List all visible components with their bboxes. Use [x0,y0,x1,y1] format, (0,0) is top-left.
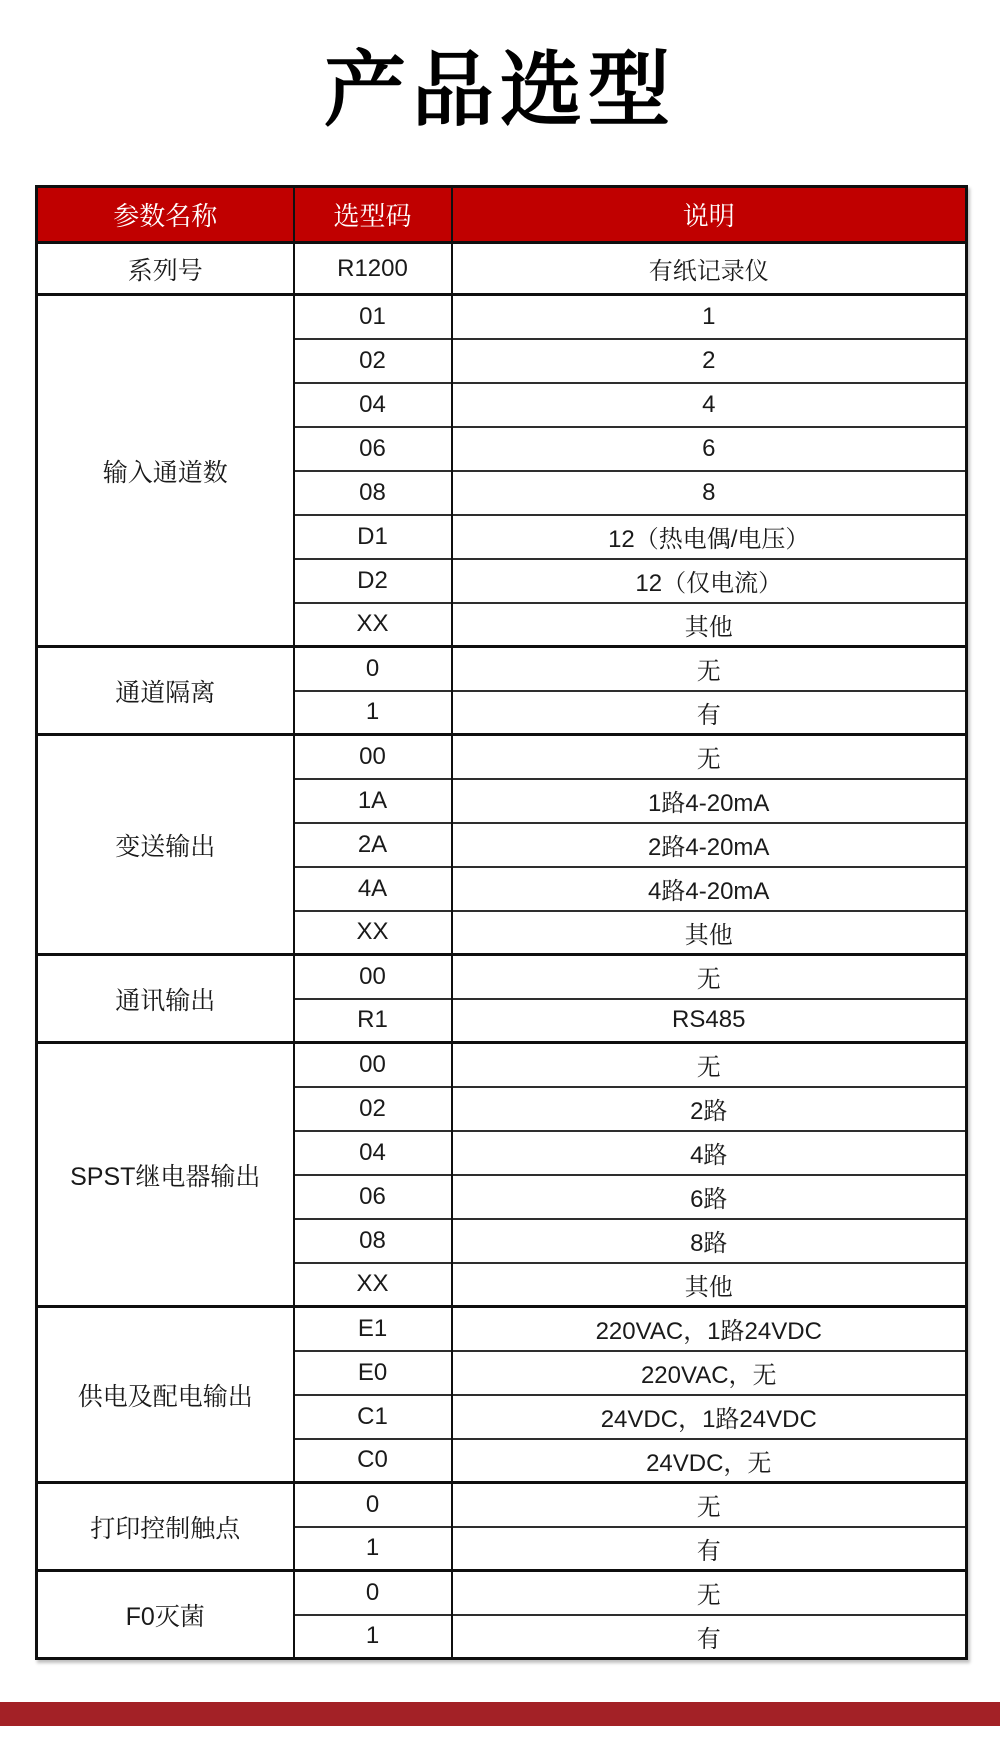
table-row [37,1307,967,1351]
code-cell: XX [294,603,452,647]
code-cell: 1 [294,1527,452,1571]
table-row [37,647,967,691]
description-cell: 无 [452,1483,967,1527]
code-cell: 0 [294,1571,452,1615]
code-cell: 04 [294,1131,452,1175]
table-row [37,295,967,339]
code-cell: 01 [294,295,452,339]
description-cell: 4 [452,383,967,427]
description-cell: 有 [452,1527,967,1571]
param-name-cell: 系列号 [37,243,294,295]
description-cell: 1路4-20mA [452,779,967,823]
code-cell: 06 [294,427,452,471]
code-cell: XX [294,911,452,955]
description-cell: 有纸记录仪 [452,243,967,295]
code-cell: XX [294,1263,452,1307]
description-cell: 12（仅电流） [452,559,967,603]
description-cell: 有 [452,691,967,735]
table-row [37,243,967,295]
description-cell: 2路 [452,1087,967,1131]
code-cell: 06 [294,1175,452,1219]
table-row [37,1571,967,1615]
description-cell: 2路4-20mA [452,823,967,867]
page-title: 产品选型 [323,45,676,136]
description-cell: 4路4-20mA [452,867,967,911]
description-cell: 220VAC，无 [452,1351,967,1395]
code-cell: E1 [294,1307,452,1351]
code-cell: 02 [294,1087,452,1131]
description-header: 说明 [452,187,967,243]
code-cell: 08 [294,1219,452,1263]
description-cell: 无 [452,1043,967,1087]
code-cell: D2 [294,559,452,603]
description-cell: 无 [452,1571,967,1615]
description-cell: 8路 [452,1219,967,1263]
code-cell: C0 [294,1439,452,1483]
description-cell: 其他 [452,1263,967,1307]
description-cell: 无 [452,955,967,999]
code-cell: 1 [294,691,452,735]
param-name-header: 参数名称 [37,187,294,243]
code-cell: E0 [294,1351,452,1395]
table-body [37,243,967,1659]
param-name-cell: SPST继电器输出 [37,1043,294,1307]
description-cell: 6路 [452,1175,967,1219]
description-cell: 1 [452,295,967,339]
description-cell: 6 [452,427,967,471]
param-name-cell: 通讯输出 [37,955,294,1043]
code-cell: 00 [294,955,452,999]
code-cell: 02 [294,339,452,383]
description-cell: 无 [452,647,967,691]
description-cell: 其他 [452,911,967,955]
description-cell: 24VDC，无 [452,1439,967,1483]
code-cell: 00 [294,1043,452,1087]
code-cell: 4A [294,867,452,911]
param-name-cell: F0灭菌 [37,1571,294,1659]
code-header: 选型码 [294,187,452,243]
description-cell: 12（热电偶/电压） [452,515,967,559]
description-cell: 其他 [452,603,967,647]
code-cell: C1 [294,1395,452,1439]
description-cell: 4路 [452,1131,967,1175]
code-cell: R1 [294,999,452,1043]
param-name-cell: 通道隔离 [37,647,294,735]
param-name-cell: 输入通道数 [37,295,294,647]
table-header-row [37,187,967,243]
code-cell: 0 [294,647,452,691]
footer-accent-bar [0,1702,1000,1726]
table-row [37,735,967,779]
description-cell: 220VAC，1路24VDC [452,1307,967,1351]
description-cell: 8 [452,471,967,515]
code-cell: 0 [294,1483,452,1527]
table-row [37,1043,967,1087]
description-cell: 无 [452,735,967,779]
code-cell: 08 [294,471,452,515]
param-name-cell: 变送输出 [37,735,294,955]
description-cell: RS485 [452,999,967,1043]
table-row [37,955,967,999]
description-cell: 24VDC，1路24VDC [452,1395,967,1439]
code-cell: 04 [294,383,452,427]
param-name-cell: 打印控制触点 [37,1483,294,1571]
code-cell: 1A [294,779,452,823]
code-cell: 2A [294,823,452,867]
code-cell: 1 [294,1615,452,1659]
selection-table [35,185,968,1660]
description-cell: 有 [452,1615,967,1659]
description-cell: 2 [452,339,967,383]
code-cell: 00 [294,735,452,779]
code-cell: R1200 [294,243,452,295]
table-row [37,1483,967,1527]
code-cell: D1 [294,515,452,559]
param-name-cell: 供电及配电输出 [37,1307,294,1483]
